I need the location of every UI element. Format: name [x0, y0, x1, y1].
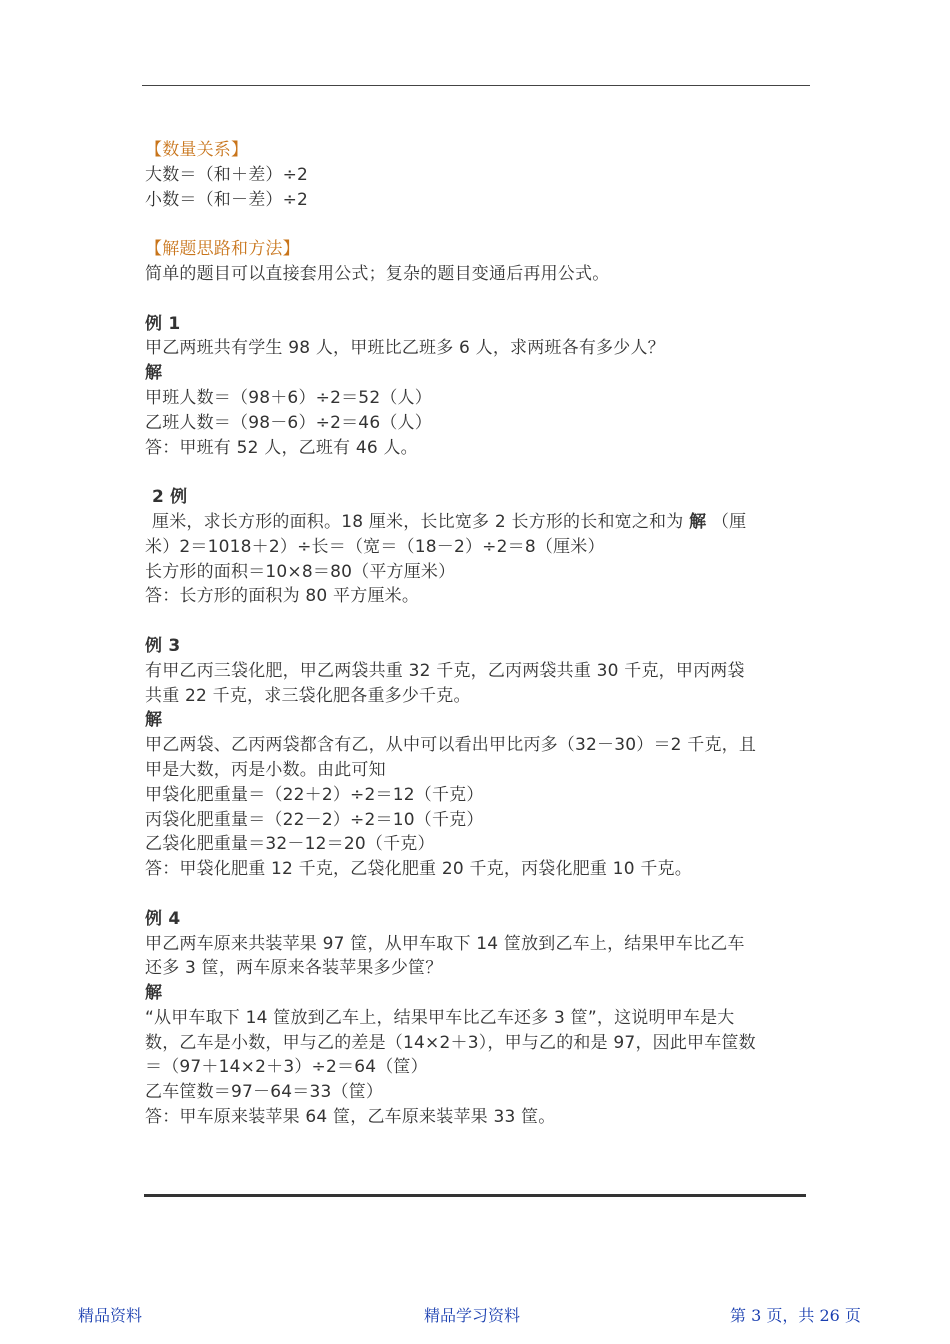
example-2-line: 米）2＝1018＋2）÷长＝（宽＝（18－2）÷2＝8（厘米）	[145, 536, 605, 557]
example-2-line: 长方形的面积＝10×8＝80（平方厘米）	[145, 561, 456, 582]
page-number: 第 3 页，共 26 页	[730, 1306, 861, 1325]
example-4-solution-label: 解	[145, 983, 163, 1004]
example-1-title: 例 1	[145, 313, 181, 334]
example-3-question: 有甲乙丙三袋化肥，甲乙两袋共重 32 千克，乙丙两袋共重 30 千克，甲丙两袋	[145, 660, 745, 681]
example-1-answer: 答：甲班有 52 人，乙班有 46 人。	[145, 437, 418, 458]
header-rule	[142, 85, 810, 86]
example-4-title: 例 4	[145, 908, 181, 929]
example-2-tail: （厘	[711, 511, 747, 532]
example-3-title: 例 3	[145, 635, 181, 656]
footer-left-text: 精品资料	[78, 1306, 143, 1325]
example-3-question: 共重 22 千克，求三袋化肥各重多少千克。	[145, 685, 471, 706]
section-heading-method: 【解题思路和方法】	[145, 239, 300, 260]
example-1-line: 甲班人数＝（98＋6）÷2＝52（人）	[145, 387, 432, 408]
example-3-line: 乙袋化肥重量＝32－12＝20（千克）	[145, 834, 435, 855]
example-2-line	[145, 510, 810, 535]
example-3-line: 甲袋化肥重量＝（22＋2）÷2＝12（千克）	[145, 784, 484, 805]
example-2-answer: 答：长方形的面积为 80 平方厘米。	[145, 586, 420, 607]
method-line: 简单的题目可以直接套用公式；复杂的题目变通后再用公式。	[145, 263, 610, 284]
example-4-line: 数，乙车是小数，甲与乙的差是（14×2＋3），甲与乙的和是 97，因此甲车筐数	[145, 1032, 756, 1053]
example-4-line: 乙车筐数＝97－64＝33（筐）	[145, 1082, 384, 1103]
document-body	[145, 138, 810, 1130]
example-2-title: 2 例	[152, 487, 188, 508]
footer-center-text: 精品学习资料	[424, 1306, 521, 1325]
example-4-question: 还多 3 筐，两车原来各装苹果多少筐？	[145, 958, 443, 979]
formula-line: 小数＝（和－差）÷2	[145, 189, 309, 210]
example-1-question: 甲乙两班共有学生 98 人，甲班比乙班多 6 人，求两班各有多少人？	[145, 338, 665, 359]
footer-rule	[144, 1194, 806, 1197]
example-1-line: 乙班人数＝（98－6）÷2＝46（人）	[145, 412, 432, 433]
example-4-answer: 答：甲车原来装苹果 64 筐，乙车原来装苹果 33 筐。	[145, 1107, 556, 1128]
example-4-line: “从甲车取下 14 筐放到乙车上，结果甲车比乙车还多 3 筐”，这说明甲车是大	[145, 1007, 735, 1028]
example-3-solution-label: 解	[145, 710, 163, 731]
section-heading-quantity: 【数量关系】	[145, 140, 249, 160]
example-2-text: 厘米，求长方形的面积。18 厘米，长比宽多 2 长方形的长和宽之和为	[152, 511, 684, 532]
example-1-solution-label: 解	[145, 363, 163, 384]
example-4-question: 甲乙两车原来共装苹果 97 筐，从甲车取下 14 筐放到乙车上，结果甲车比乙车	[145, 933, 745, 954]
example-4-line: ＝（97＋14×2＋3）÷2＝64（筐）	[145, 1057, 428, 1078]
example-2-solution-label: 解	[689, 511, 707, 532]
formula-line: 大数＝（和＋差）÷2	[145, 164, 309, 185]
example-3-answer: 答：甲袋化肥重 12 千克，乙袋化肥重 20 千克，丙袋化肥重 10 千克。	[145, 859, 692, 880]
example-3-line: 甲是大数，丙是小数。由此可知	[145, 759, 386, 780]
example-3-line: 甲乙两袋、乙丙两袋都含有乙，从中可以看出甲比丙多（32－30）＝2 千克，且	[145, 735, 757, 756]
example-3-line: 丙袋化肥重量＝（22－2）÷2＝10（千克）	[145, 809, 484, 830]
